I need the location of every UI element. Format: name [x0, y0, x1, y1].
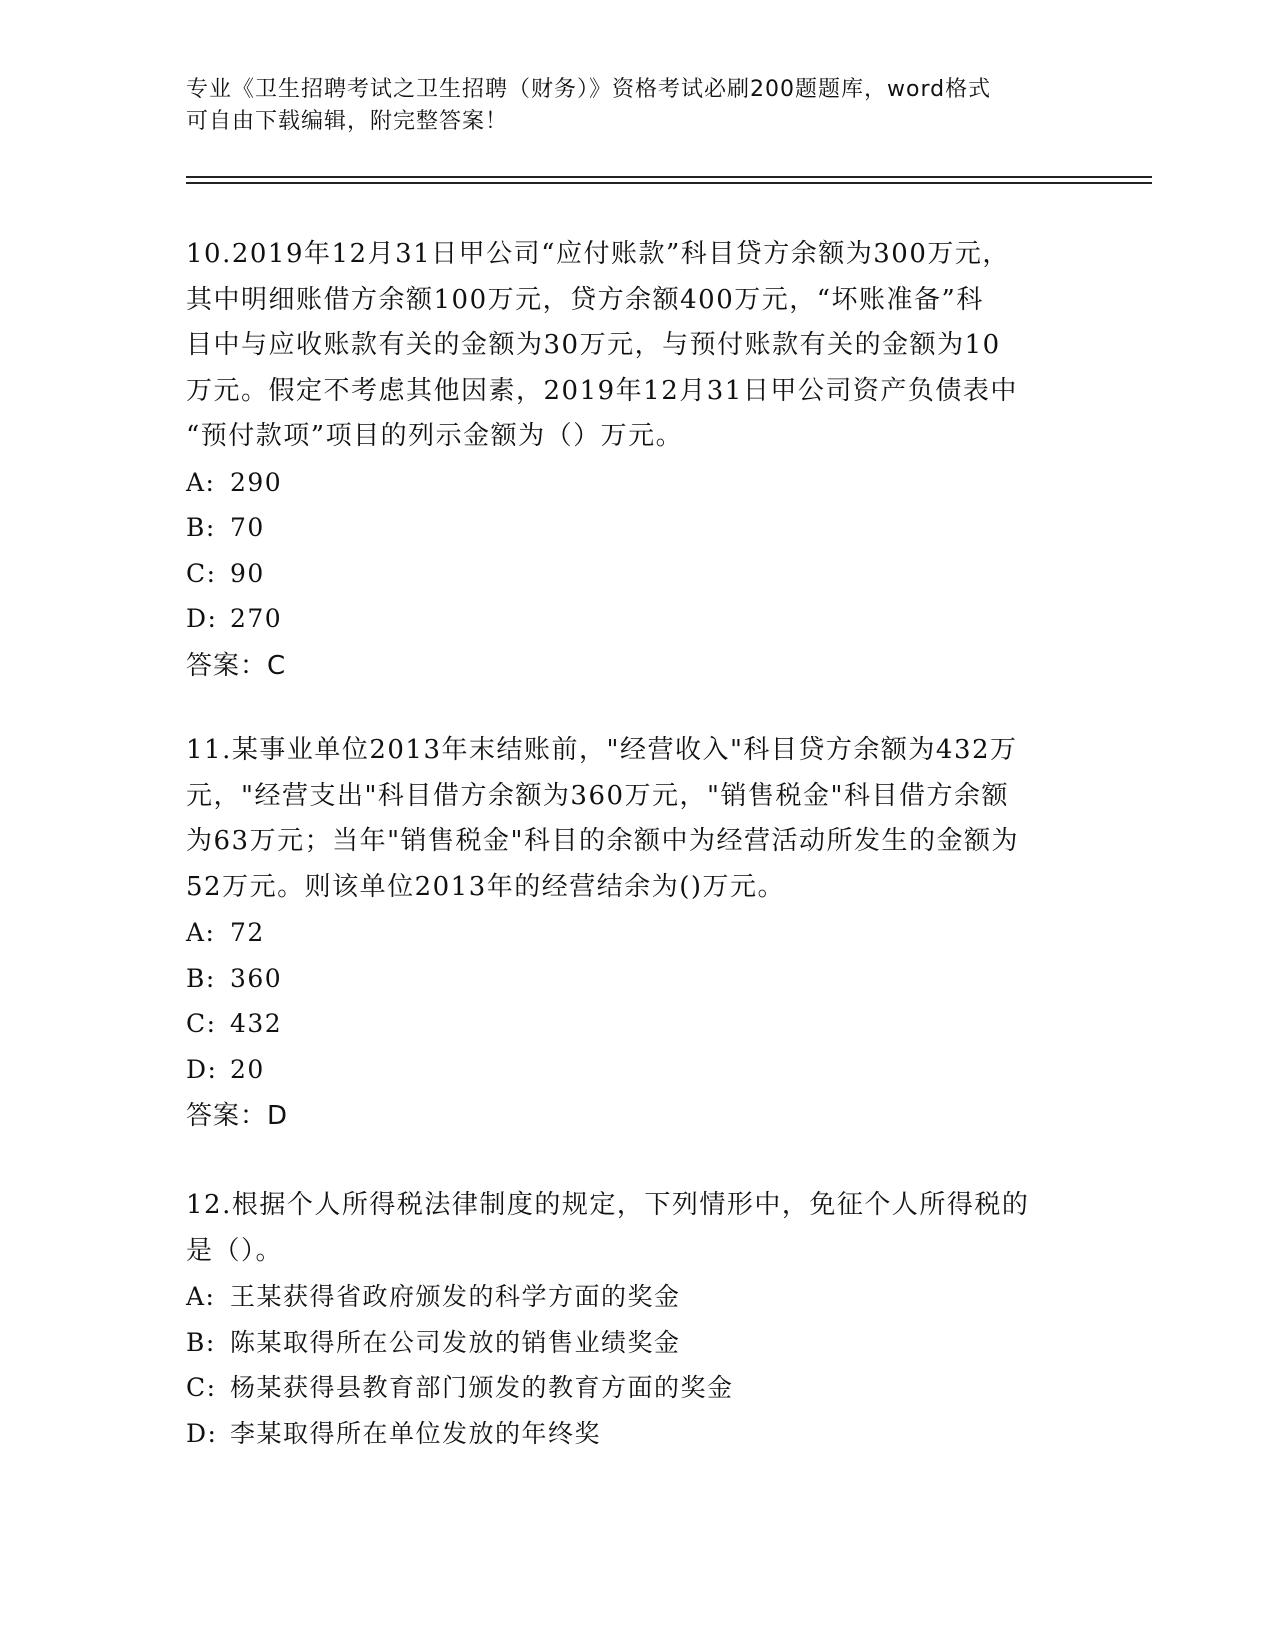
question-stem — [186, 232, 1086, 460]
header-divider-bottom — [186, 182, 1152, 184]
option-c — [186, 1001, 1086, 1047]
option-letter: A: — [186, 918, 216, 947]
option-a — [186, 910, 1086, 956]
option-text: 陈某取得所在公司发放的销售业绩奖金 — [230, 1327, 681, 1357]
option-letter: C: — [186, 1009, 217, 1038]
document-header — [186, 74, 1066, 138]
option-a — [186, 460, 1086, 506]
header-subtitle-line: 可自由下载编辑，附完整答案！ — [186, 109, 509, 134]
option-letter: D: — [186, 1418, 218, 1448]
option-text: 270 — [230, 604, 283, 633]
answer-line: 答案：D — [186, 1101, 289, 1131]
option-letter: A: — [186, 467, 216, 497]
option-text: 李某取得所在单位发放的年终奖 — [230, 1418, 602, 1448]
question-11 — [186, 728, 1086, 1140]
option-text: 杨某获得县教育部门颁发的教育方面的奖金 — [230, 1373, 734, 1402]
option-text: 432 — [230, 1009, 283, 1038]
stem-line: 52万元。则该单位2013年的经营结余为()万元。 — [186, 871, 786, 902]
stem-line: 为63万元；当年"销售税金"科目的余额中为经营活动所发生的金额为 — [186, 826, 1020, 856]
option-text: 20 — [230, 1054, 265, 1084]
option-letter: D: — [186, 1054, 218, 1084]
option-b — [186, 956, 1086, 1002]
option-b — [186, 1320, 1086, 1366]
option-letter: B: — [186, 1327, 216, 1357]
option-c — [186, 1365, 1086, 1411]
option-text: 72 — [230, 918, 265, 947]
option-letter: C: — [186, 558, 217, 588]
question-stem — [186, 1183, 1086, 1274]
option-letter: B: — [186, 963, 216, 993]
option-d — [186, 1047, 1086, 1093]
option-text: 70 — [230, 513, 265, 542]
question-12 — [186, 1183, 1086, 1456]
answer-line: 答案：C — [186, 650, 287, 681]
question-stem — [186, 728, 1086, 910]
option-list — [186, 460, 1086, 642]
stem-line: 其中明细账借方余额100万元，贷方余额400万元，“坏账准备”科 — [186, 284, 984, 315]
stem-line: 万元。假定不考虑其他因素，2019年12月31日甲公司资产负债表中 — [186, 375, 1018, 406]
header-title-line: 专业《卫生招聘考试之卫生招聘（财务）》资格考试必刷200题题库，word格式 — [186, 77, 992, 102]
header-divider-top — [186, 176, 1152, 178]
option-b — [186, 505, 1086, 551]
stem-line: 10.2019年12月31日甲公司“应付账款”科目贷方余额为300万元， — [186, 239, 1010, 269]
option-list — [186, 1274, 1086, 1456]
stem-line: 目中与应收账款有关的金额为30万元，与预付账款有关的金额为10 — [186, 330, 1001, 360]
option-letter: A: — [186, 1282, 216, 1311]
option-d — [186, 1411, 1086, 1457]
option-text: 王某获得省政府颁发的科学方面的奖金 — [230, 1282, 681, 1311]
option-letter: B: — [186, 513, 216, 542]
option-list — [186, 910, 1086, 1092]
question-10 — [186, 232, 1086, 689]
stem-line: 12.根据个人所得税法律制度的规定，下列情形中，免征个人所得税的 — [186, 1190, 1030, 1220]
stem-line: 元，"经营支出"科目借方余额为360万元，"销售税金"科目借方余额 — [186, 780, 1009, 811]
stem-line: 是（）。 — [186, 1235, 284, 1266]
option-text: 290 — [230, 467, 283, 497]
option-text: 360 — [230, 963, 283, 993]
option-text: 90 — [230, 558, 265, 588]
option-a — [186, 1274, 1086, 1320]
stem-line: 11.某事业单位2013年末结账前，"经营收入"科目贷方余额为432万 — [186, 735, 1018, 765]
stem-line: “预付款项”项目的列示金额为（）万元。 — [186, 421, 684, 451]
option-c — [186, 551, 1086, 597]
option-letter: C: — [186, 1373, 217, 1402]
option-d — [186, 596, 1086, 642]
option-letter: D: — [186, 604, 218, 633]
